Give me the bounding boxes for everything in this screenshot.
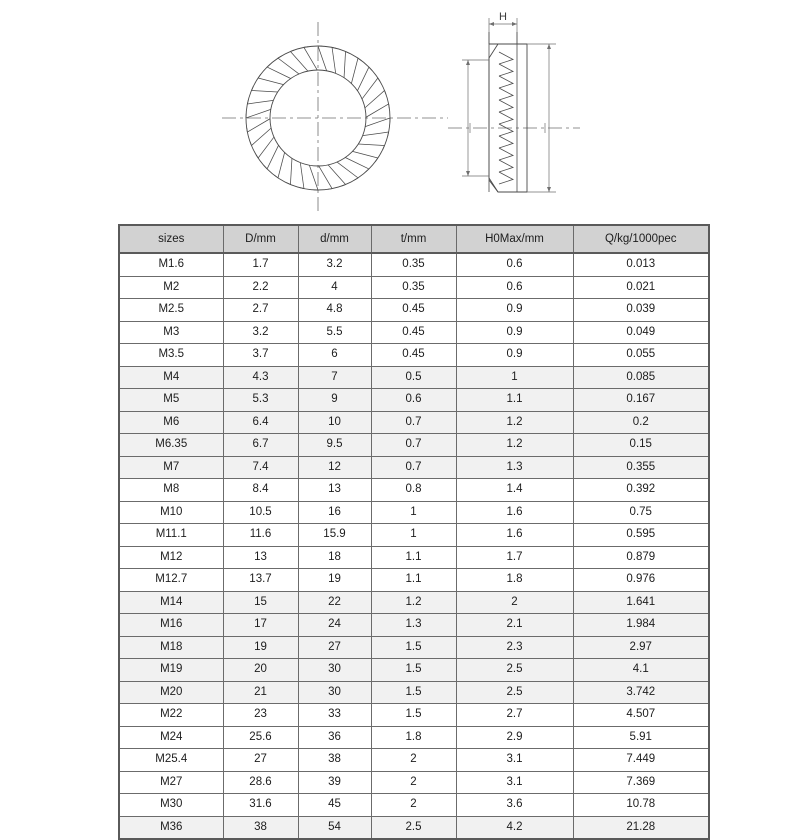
cell-value: 36 [298,726,371,749]
column-header-h0max: H0Max/mm [456,225,573,253]
plan-tooth-flank-icon [358,144,384,146]
cell-value: 7.4 [223,456,298,479]
cell-size: M16 [119,614,223,637]
cell-size: M22 [119,704,223,727]
cell-value: 20 [223,659,298,682]
plan-tooth-crest-icon [256,154,258,158]
plan-tooth-flank-icon [251,90,277,92]
cell-size: M24 [119,726,223,749]
plan-tooth-flank-icon [363,132,389,136]
cell-value: 19 [298,569,371,592]
cell-value: 1.2 [371,591,456,614]
cell-value: 2.5 [371,816,456,839]
cell-size: M27 [119,771,223,794]
cell-value: 18 [298,546,371,569]
cell-value: 54 [298,816,371,839]
cell-size: M12.7 [119,569,223,592]
table-body [119,253,709,839]
cell-size: M30 [119,794,223,817]
section-tooth-icon [499,112,513,124]
column-header-sizes: sizes [119,225,223,253]
cell-value: 1.8 [456,569,573,592]
cell-value: 2.1 [456,614,573,637]
d-dim-arrow-top-icon [466,60,470,65]
plan-tooth-crest-icon [300,188,304,189]
table-row [119,479,709,502]
plan-tooth-crest-icon [278,56,282,58]
cell-value: 3.1 [456,771,573,794]
table-row [119,389,709,412]
h-dim-arrow-left-icon [489,22,494,26]
cell-value: 30 [298,681,371,704]
cell-value: 27 [298,636,371,659]
cell-value: 1.7 [456,546,573,569]
cell-value: 7 [298,366,371,389]
plan-tooth-crest-icon [267,64,270,67]
plan-tooth-flank-icon [258,137,274,158]
table-row [119,434,709,457]
cell-value: 0.35 [371,253,456,276]
cell-value: 0.392 [573,479,709,502]
section-body-outline-icon [489,44,527,192]
cell-size: M2.5 [119,299,223,322]
plan-tooth-flank-icon [246,109,271,118]
cell-value: 21 [223,681,298,704]
cell-value: 8.4 [223,479,298,502]
technical-drawing-area [0,0,800,215]
cell-value: 1.2 [456,411,573,434]
plan-tooth-crest-icon [383,146,385,150]
cell-value: 0.2 [573,411,709,434]
plan-tooth-flank-icon [278,152,285,177]
section-tooth-icon [499,148,513,160]
cell-value: 7.369 [573,771,709,794]
table-row [119,681,709,704]
table-row [119,659,709,682]
cell-value: 31.6 [223,794,298,817]
plan-tooth-crest-icon [369,67,372,70]
table-row [119,456,709,479]
plan-tooth-crest-icon [332,47,336,48]
plan-tooth-flank-icon [365,118,390,127]
cell-value: 33 [298,704,371,727]
cell-value: 1.5 [371,636,456,659]
cell-value: 4.2 [456,816,573,839]
cell-value: 1.5 [371,681,456,704]
cell-value: 1.1 [456,389,573,412]
section-tooth-icon [499,76,513,88]
cell-value: 3.1 [456,749,573,772]
table-row [119,411,709,434]
cell-value: 0.75 [573,501,709,524]
serrated-washer-section-view [448,11,580,192]
cell-value: 2.3 [456,636,573,659]
plan-tooth-flank-icon [357,67,368,91]
table-row [119,591,709,614]
table-row [119,816,709,839]
cell-value: 0.35 [371,276,456,299]
technical-drawing-svg [0,0,800,215]
cell-size: M20 [119,681,223,704]
cell-value: 16 [298,501,371,524]
cell-value: 0.5 [371,366,456,389]
cell-value: 13.7 [223,569,298,592]
plan-tooth-flank-icon [304,47,317,70]
cell-size: M12 [119,546,223,569]
big-d-dim-arrow-bottom-icon [547,187,551,192]
table-row [119,704,709,727]
d-dim-arrow-bottom-icon [466,171,470,176]
section-tooth-icon [499,160,513,172]
plan-tooth-crest-icon [286,183,290,185]
cell-value: 1.6 [456,501,573,524]
plan-tooth-crest-icon [388,132,389,136]
table-row [119,794,709,817]
cell-value: 4.1 [573,659,709,682]
cell-value: 0.049 [573,321,709,344]
plan-tooth-flank-icon [328,165,345,185]
cell-size: M7 [119,456,223,479]
cell-value: 2 [371,794,456,817]
cell-value: 0.8 [371,479,456,502]
cell-value: 1.3 [456,456,573,479]
serrated-washer-plan-view [222,22,448,214]
cell-value: 1 [371,501,456,524]
plan-tooth-flank-icon [319,166,332,189]
column-header-q: Q/kg/1000pec [573,225,709,253]
cell-value: 2 [371,749,456,772]
cell-value: 2.2 [223,276,298,299]
cell-value: 0.45 [371,321,456,344]
cell-value: 5.91 [573,726,709,749]
cell-value: 15.9 [298,524,371,547]
column-header-d: D/mm [223,225,298,253]
cell-value: 3.6 [456,794,573,817]
section-tooth-icon [499,100,513,112]
cell-value: 24 [298,614,371,637]
section-tooth-icon [499,88,513,100]
cell-value: 2 [456,591,573,614]
cell-size: M14 [119,591,223,614]
cell-value: 17 [223,614,298,637]
plan-tooth-flank-icon [352,151,377,158]
cell-value: 4 [298,276,371,299]
table-row [119,253,709,276]
cell-value: 0.6 [456,253,573,276]
dimension-label-h: H [499,11,507,23]
cell-value: 10.78 [573,794,709,817]
cell-value: 25.6 [223,726,298,749]
column-header-d-small: d/mm [298,225,371,253]
cell-value: 1.8 [371,726,456,749]
plan-tooth-crest-icon [328,189,332,190]
cell-value: 0.7 [371,456,456,479]
cell-value: 0.879 [573,546,709,569]
table-row [119,614,709,637]
plan-tooth-crest-icon [264,166,267,169]
plan-tooth-flank-icon [247,100,273,104]
cell-value: 3.742 [573,681,709,704]
cell-value: 9.5 [298,434,371,457]
cell-value: 0.167 [573,389,709,412]
plan-tooth-flank-icon [309,165,318,190]
cell-value: 22 [298,591,371,614]
cell-size: M3.5 [119,344,223,367]
plan-tooth-flank-icon [365,90,385,107]
cell-value: 3.2 [298,253,371,276]
cell-value: 1.1 [371,546,456,569]
cell-value: 0.7 [371,434,456,457]
cell-value: 21.28 [573,816,709,839]
cell-value: 4.8 [298,299,371,322]
cell-value: 10 [298,411,371,434]
cell-value: 38 [223,816,298,839]
cell-value: 11.6 [223,524,298,547]
specification-table-container [118,224,708,840]
h-dim-arrow-right-icon [512,22,517,26]
cell-value: 39 [298,771,371,794]
plan-tooth-flank-icon [258,78,283,85]
cell-value: 2.7 [456,704,573,727]
cell-value: 1.984 [573,614,709,637]
cell-value: 0.6 [456,276,573,299]
plan-tooth-crest-icon [247,100,248,104]
cell-value: 2.97 [573,636,709,659]
cell-value: 1.1 [371,569,456,592]
cell-value: 2.5 [456,681,573,704]
cell-size: M36 [119,816,223,839]
section-tooth-icon [499,124,513,136]
table-header-row [119,225,709,253]
plan-tooth-flank-icon [267,67,291,78]
table-row [119,749,709,772]
cell-value: 0.355 [573,456,709,479]
plan-tooth-crest-icon [341,185,345,187]
table-row [119,771,709,794]
cell-value: 0.7 [371,411,456,434]
plan-tooth-crest-icon [375,158,378,162]
plan-tooth-crest-icon [258,74,261,78]
plan-tooth-crest-icon [251,86,253,90]
cell-size: M8 [119,479,223,502]
cell-size: M6.35 [119,434,223,457]
cell-value: 4.507 [573,704,709,727]
cell-value: 4.3 [223,366,298,389]
cell-value: 1.3 [371,614,456,637]
cell-value: 7.449 [573,749,709,772]
cell-value: 0.9 [456,344,573,367]
cell-value: 9 [298,389,371,412]
section-tooth-icon [499,64,513,76]
cell-value: 0.976 [573,569,709,592]
cell-value: 0.6 [371,389,456,412]
cell-value: 19 [223,636,298,659]
table-row [119,546,709,569]
cell-value: 0.055 [573,344,709,367]
plan-tooth-flank-icon [366,104,389,117]
cell-value: 28.6 [223,771,298,794]
plan-tooth-flank-icon [332,47,336,73]
cell-value: 38 [298,749,371,772]
plan-tooth-flank-icon [290,158,292,184]
plan-tooth-crest-icon [304,47,308,48]
cell-size: M19 [119,659,223,682]
cell-size: M3 [119,321,223,344]
cell-value: 6 [298,344,371,367]
cell-value: 45 [298,794,371,817]
table-row [119,636,709,659]
plan-tooth-flank-icon [247,119,270,132]
cell-value: 0.013 [573,253,709,276]
plan-tooth-crest-icon [274,175,278,178]
plan-tooth-crest-icon [346,51,350,53]
cell-value: 2.9 [456,726,573,749]
cell-value: 0.45 [371,344,456,367]
section-tooth-icon [499,52,513,64]
cell-value: 5.5 [298,321,371,344]
plan-tooth-crest-icon [366,169,369,172]
plan-tooth-crest-icon [358,58,362,61]
plan-tooth-flank-icon [344,51,346,77]
plan-tooth-flank-icon [362,78,378,99]
cell-value: 1.2 [456,434,573,457]
plan-tooth-flank-icon [290,51,307,71]
cell-value: 15 [223,591,298,614]
table-row [119,366,709,389]
plan-tooth-flank-icon [278,58,299,74]
cell-value: 0.9 [456,299,573,322]
cell-value: 23 [223,704,298,727]
table-row [119,524,709,547]
table-row [119,321,709,344]
section-tooth-icon [499,136,513,148]
table-row [119,501,709,524]
cell-value: 2.7 [223,299,298,322]
cell-value: 30 [298,659,371,682]
plan-tooth-flank-icon [345,157,369,168]
cell-value: 10.5 [223,501,298,524]
cell-value: 0.15 [573,434,709,457]
plan-tooth-crest-icon [290,50,294,52]
cell-size: M18 [119,636,223,659]
plan-tooth-crest-icon [389,104,390,108]
cell-value: 1.4 [456,479,573,502]
plan-tooth-crest-icon [247,128,248,132]
plan-tooth-flank-icon [300,163,304,189]
cell-value: 3.2 [223,321,298,344]
cell-value: 13 [223,546,298,569]
cell-value: 1.641 [573,591,709,614]
section-tooth-icon [499,172,513,184]
cell-value: 1.6 [456,524,573,547]
cell-size: M1.6 [119,253,223,276]
plan-tooth-flank-icon [251,128,271,145]
cell-size: M11.1 [119,524,223,547]
plan-tooth-crest-icon [250,141,252,145]
plan-tooth-flank-icon [351,58,358,83]
cell-size: M6 [119,411,223,434]
table-row [119,726,709,749]
cell-value: 0.085 [573,366,709,389]
big-d-dim-arrow-top-icon [547,44,551,49]
cell-value: 1.5 [371,704,456,727]
table-row [119,299,709,322]
cell-value: 12 [298,456,371,479]
cell-value: 1.7 [223,253,298,276]
cell-value: 3.7 [223,344,298,367]
plan-tooth-crest-icon [378,78,380,82]
cell-value: 13 [298,479,371,502]
cell-value: 6.7 [223,434,298,457]
plan-tooth-crest-icon [354,178,358,180]
cell-value: 0.021 [573,276,709,299]
cell-size: M5 [119,389,223,412]
section-chamfer-outline-icon [489,44,498,192]
cell-size: M4 [119,366,223,389]
cell-value: 27 [223,749,298,772]
plan-tooth-flank-icon [318,46,327,71]
plan-tooth-flank-icon [337,162,358,178]
cell-value: 1.5 [371,659,456,682]
cell-value: 0.9 [456,321,573,344]
cell-value: 5.3 [223,389,298,412]
cell-size: M10 [119,501,223,524]
cell-value: 1 [456,366,573,389]
column-header-t: t/mm [371,225,456,253]
cell-value: 6.4 [223,411,298,434]
cell-size: M2 [119,276,223,299]
cell-value: 2.5 [456,659,573,682]
cell-value: 2 [371,771,456,794]
cell-value: 0.595 [573,524,709,547]
plan-tooth-flank-icon [267,145,278,169]
section-serration-teeth-group [499,52,513,184]
specification-table [118,224,710,840]
cell-size: M25.4 [119,749,223,772]
cell-value: 0.039 [573,299,709,322]
cell-value: 1 [371,524,456,547]
table-row [119,344,709,367]
plan-tooth-crest-icon [385,90,387,94]
table-row [119,276,709,299]
table-row [119,569,709,592]
cell-value: 0.45 [371,299,456,322]
